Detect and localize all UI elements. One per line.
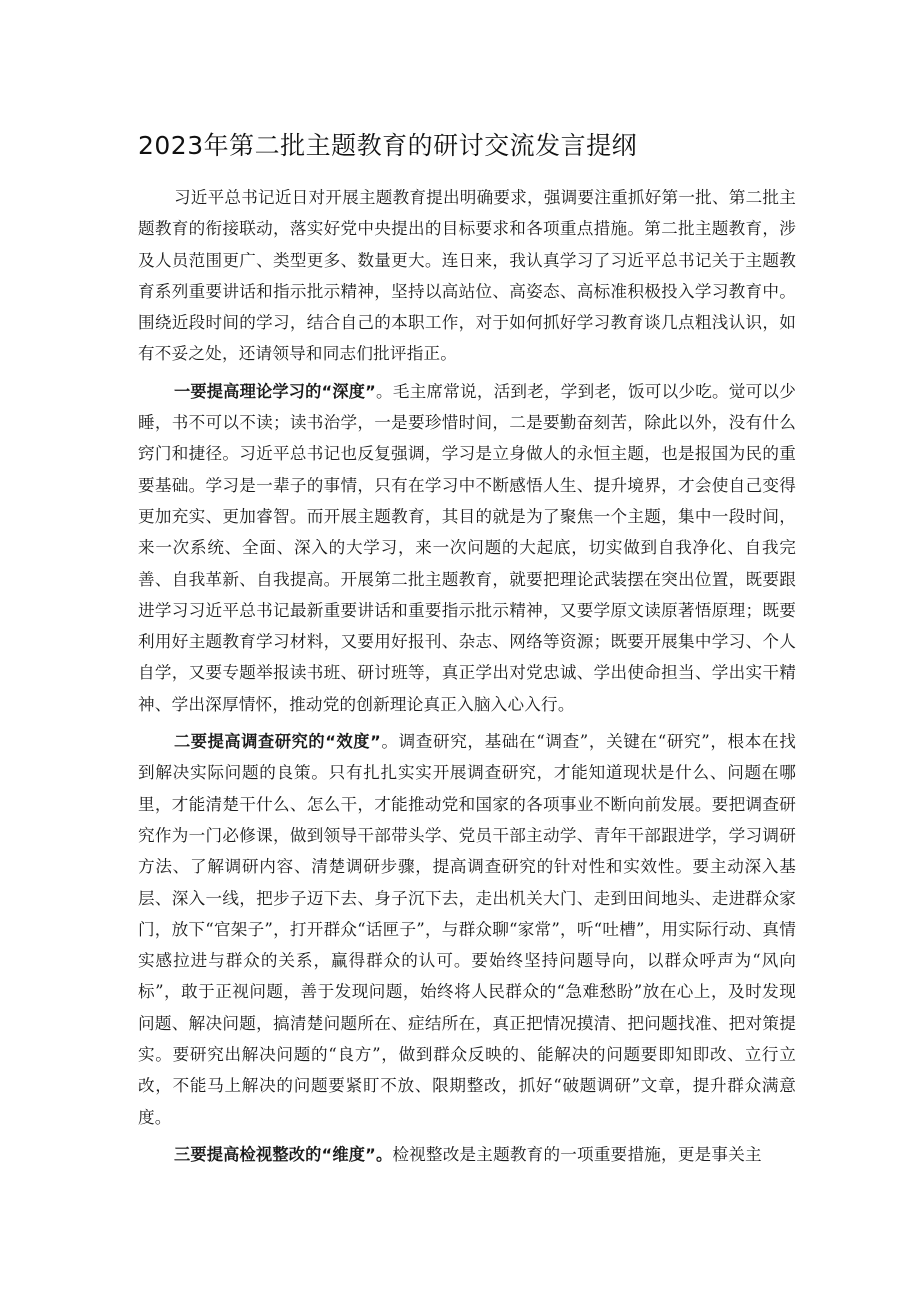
section-paragraph-3 [138, 1139, 796, 1170]
document-title: 2023年第二批主题教育的研讨交流发言提纲 [138, 131, 638, 160]
section-text-3: 检视整改是主题教育的一项重要措施，更是事关主 [392, 1144, 762, 1164]
section-paragraph-2 [138, 726, 796, 1133]
section-paragraph-1 [138, 376, 796, 720]
section-heading-3: 三要提高检视整改的“维度”。 [174, 1144, 393, 1164]
intro-paragraph: 习近平总书记近日对开展主题教育提出明确要求，强调要注重抓好第一批、第二批主题教育的衔接联动，落实好党中央提出的目标要求和各项重点措施。第二批主题教育，涉及人员范围更广、类型更多、数量更大。连日来，我认真学习了习近平总书记关于主题教育系列重要讲话和指示批示精神，坚持以高站位、高姿态、高标准积极投入学习教育中。围绕近段时间的学习，结合自己的本职工作，对于如何抓好学习教育谈几点粗浅认识，如有不妥之处，还请领导和同志们批评指正。 [138, 188, 796, 364]
section-text-2: 。调查研究，基础在“调查”，关键在“研究”，根本在找到解决实际问题的良策。只有扎扎实实开展调查研究，才能知道现状是什么、问题在哪里，才能清楚干什么、怎么干，才能推动党和国家的各项事业不断向前发展。要把调查研究作为一门必修课，做到领导干部带头学、党员干部主动学、青年干部跟进学，学习调研方法、了解调研内容、清楚调研步骤，提高调查研究的针对性和实效性。要主动深入基层、深入一线，把步子迈下去、身子沉下去，走出机关大门、走到田间地头、走进群众家门，放下“官架子”，打开群众“话匣子”，与群众聊“家常”，听“吐槽”，用实际行动、真情实感拉进与群众的关系，赢得群众的认可。要始终坚持问题导向，以群众呼声为“风向标”，敢于正视问题，善于发现问题，始终将人民群众的“急难愁盼”放在心上，及时发现问题、解决问题，搞清楚问题所在、症结所在，真正把情况摸清、把问题找准、把对策提实。要研究出解决问题的“良方”，做到群众反映的、能解决的问题要即知即改、立行立改，不能马上解决的问题要紧盯不放、限期整改，抓好“破题调研”文章，提升群众满意度。 [138, 732, 796, 1127]
document-body [138, 182, 796, 1176]
section-text-1: 。毛主席常说，活到老，学到老，饭可以少吃。觉可以少睡，书不可以不读；读书治学，一是要珍惜时间，二是要勤奋刻苦，除此以外，没有什么窍门和捷径。习近平总书记也反复强调，学习是立身做人的永恒主题，也是报国为民的重要基础。学习是一辈子的事情，只有在学习中不断感悟人生、提升境界，才会使自己变得更加充实、更加睿智。而开展主题教育，其目的就是为了聚焦一个主题，集中一段时间，来一次系统、全面、深入的大学习，来一次问题的大起底，切实做到自我净化、自我完善、自我革新、自我提高。开展第二批主题教育，就要把理论武装摆在突出位置，既要跟进学习习近平总书记最新重要讲话和重要指示批示精神，又要学原文读原著悟原理；既要利用好主题教育学习材料，又要用好报刊、杂志、网络等资源；既要开展集中学习、个人自学，又要专题举报读书班、研讨班等，真正学出对党忠诚、学出使命担当、学出实干精神、学出深厚情怀，推动党的创新理论真正入脑入心入行。 [138, 381, 796, 714]
section-heading-1: 一要提高理论学习的“深度” [174, 381, 377, 401]
section-heading-2: 二要提高调查研究的“效度” [174, 732, 381, 752]
